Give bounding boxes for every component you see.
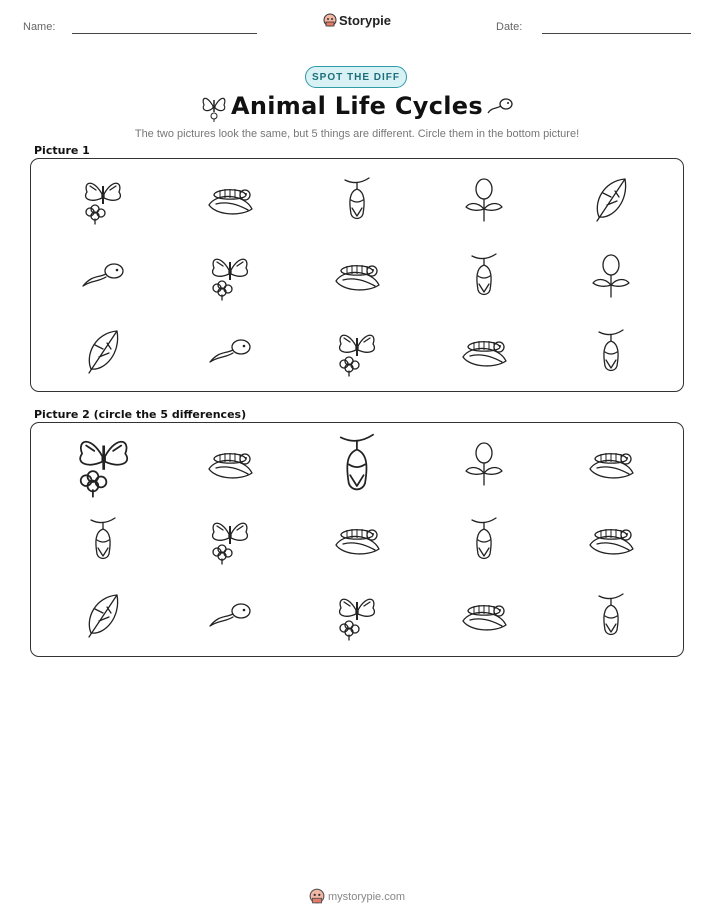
picture1-cell <box>420 314 547 390</box>
sprout-icon <box>463 441 505 487</box>
caterpillar-icon <box>460 335 508 369</box>
picture2-cell[interactable] <box>167 426 294 502</box>
picture2-cell[interactable] <box>294 426 421 502</box>
picture2-cell[interactable] <box>294 578 421 654</box>
butterfly-icon <box>208 516 252 564</box>
picture1-cell <box>167 238 294 314</box>
picture1-cell <box>294 162 421 238</box>
brand-logo <box>0 13 714 28</box>
picture2-cell[interactable] <box>420 578 547 654</box>
chrysalis-icon <box>470 252 498 300</box>
footer-url: mystorypie.com <box>327 891 406 903</box>
picture1-cell <box>547 162 674 238</box>
picture2-cell[interactable] <box>167 502 294 578</box>
butterfly-icon <box>74 432 133 497</box>
brand-name: Storypie <box>338 13 391 28</box>
picture2-cell[interactable] <box>40 426 167 502</box>
picture2-cell[interactable] <box>547 426 674 502</box>
date-field[interactable] <box>542 33 691 34</box>
leaf-icon <box>85 593 121 639</box>
butterfly-icon <box>335 328 379 376</box>
picture1-grid <box>40 162 674 390</box>
picture2-cell[interactable] <box>420 502 547 578</box>
storypie-mascot-icon <box>309 888 325 904</box>
picture2-label: Picture 2 (circle the 5 differences) <box>34 408 247 421</box>
picture1-cell <box>547 238 674 314</box>
butterfly-icon <box>81 176 125 224</box>
picture2-grid[interactable] <box>40 426 674 654</box>
picture1-cell <box>547 314 674 390</box>
picture1-cell <box>40 314 167 390</box>
caterpillar-icon <box>333 523 381 557</box>
picture1-cell <box>167 162 294 238</box>
chrysalis-icon <box>89 516 117 564</box>
page-title: Animal Life Cycles <box>231 92 483 120</box>
picture1-cell <box>40 162 167 238</box>
sprout-icon <box>590 253 632 299</box>
date-label: Date: <box>496 21 523 33</box>
picture2-cell[interactable] <box>40 502 167 578</box>
picture2-cell[interactable] <box>40 578 167 654</box>
chrysalis-icon <box>470 516 498 564</box>
tadpole-icon <box>207 338 253 366</box>
leaf-icon <box>85 329 121 375</box>
butterfly-icon <box>335 592 379 640</box>
caterpillar-icon <box>460 599 508 633</box>
caterpillar-icon <box>333 259 381 293</box>
picture2-cell[interactable] <box>547 502 674 578</box>
chrysalis-icon <box>338 432 376 497</box>
butterfly-icon <box>208 252 252 300</box>
caterpillar-icon <box>587 447 635 481</box>
chrysalis-icon <box>597 328 625 376</box>
picture1-cell <box>420 162 547 238</box>
picture2-cell[interactable] <box>294 502 421 578</box>
tadpole-icon <box>486 97 514 117</box>
tadpole-icon <box>80 262 126 290</box>
leaf-icon <box>593 177 629 223</box>
caterpillar-icon <box>206 183 254 217</box>
picture1-cell <box>40 238 167 314</box>
sprout-icon <box>463 177 505 223</box>
caterpillar-icon <box>587 523 635 557</box>
instructions: The two pictures look the same, but 5 things are different. Circle them in the bottom picture! <box>134 128 580 140</box>
caterpillar-icon <box>206 447 254 481</box>
picture1-cell <box>294 238 421 314</box>
picture1-cell <box>167 314 294 390</box>
picture1-cell <box>420 238 547 314</box>
picture2-cell[interactable] <box>420 426 547 502</box>
storypie-mascot-icon <box>323 13 337 27</box>
name-field[interactable] <box>72 33 257 34</box>
picture1-label: Picture 1 <box>34 144 90 157</box>
name-label: Name: <box>23 21 56 33</box>
picture1-cell <box>294 314 421 390</box>
footer <box>0 888 714 904</box>
chrysalis-icon <box>343 176 371 224</box>
picture2-cell[interactable] <box>167 578 294 654</box>
tadpole-icon <box>207 602 253 630</box>
picture2-cell[interactable] <box>547 578 674 654</box>
spot-the-diff-badge: SPOT THE DIFF <box>305 66 407 88</box>
chrysalis-icon <box>597 592 625 640</box>
